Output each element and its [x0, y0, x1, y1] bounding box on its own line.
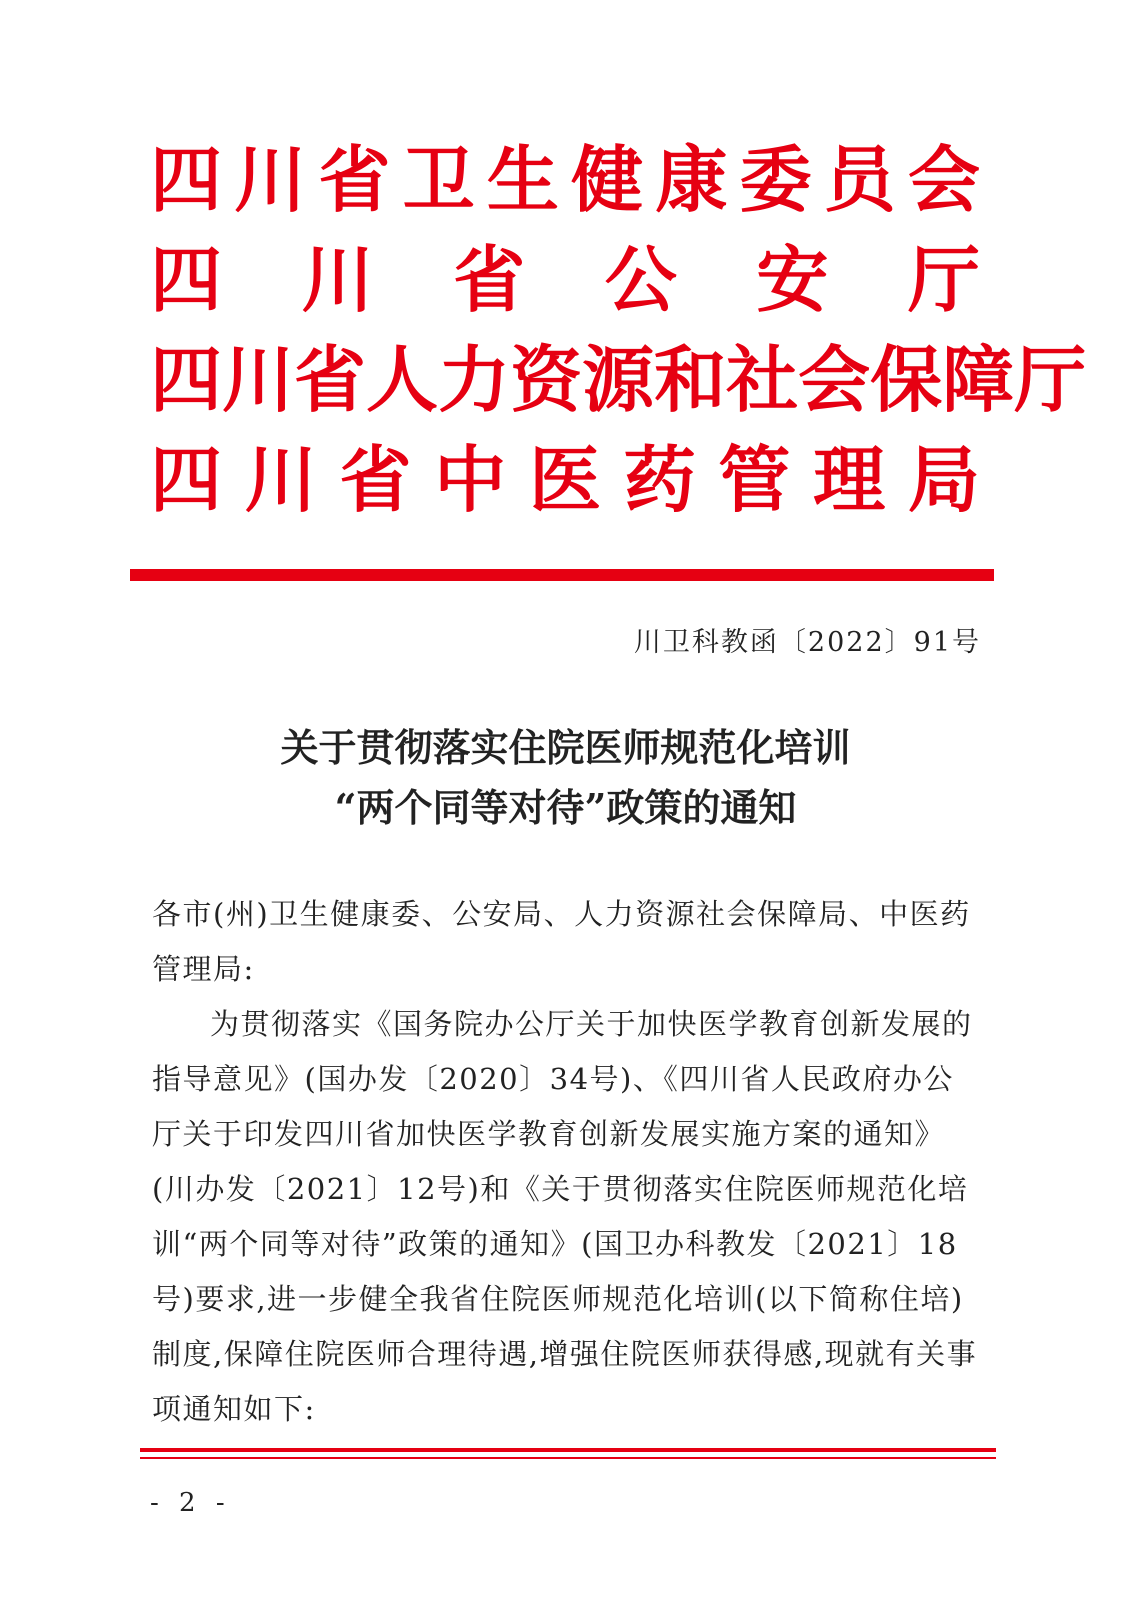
issuer-character: 人 — [366, 338, 439, 422]
issuer-character: 厅 — [907, 238, 980, 322]
issuer-character: 康 — [655, 138, 728, 222]
issuer-character: 卫 — [402, 138, 475, 222]
issuer-character: 四 — [150, 238, 223, 322]
title-line-1: 关于贯彻落实住院医师规范化培训 — [280, 725, 851, 770]
body-paragraph: 为贯彻落实《国务院办公厅关于加快医学教育创新发展的指导意见》(国办发〔2020〕34号)、《四川省人民政府办公厅关于印发四川省加快医学教育创新发展实施方案的通知》(川办发〔2021〕12号)和《关于贯彻落实住院医师规范化培训“两个同等对待”政策的通知》(国卫办科教发〔2021〕18号)要求,进一步健全我省住院医师规范化培训(以下简称住培)制度,保障住院医师合理待遇,增强住院医师获得感,现就有关事项通知如下: — [152, 1007, 978, 1426]
header-red-rule — [130, 569, 994, 581]
issuer-line-health-commission — [150, 130, 980, 230]
title-line-2: “两个同等对待”政策的通知 — [334, 785, 797, 830]
recipients-paragraph: 各市(州)卫生健康委、公安局、人力资源社会保障局、中医药管理局: — [152, 897, 971, 986]
footer-red-rule-thin — [140, 1457, 996, 1459]
issuer-line-human-resources — [150, 330, 1087, 430]
document-body — [152, 887, 982, 1437]
issuer-character: 管 — [718, 438, 791, 522]
issuer-character: 保 — [870, 338, 943, 422]
footer-red-rule-thick — [140, 1448, 996, 1452]
issuer-character: 会 — [798, 338, 871, 422]
issuer-character: 医 — [528, 438, 601, 522]
issuer-character: 川 — [234, 138, 307, 222]
issuer-character: 省 — [294, 338, 367, 422]
issuer-character: 局 — [907, 438, 980, 522]
issuer-character: 川 — [244, 438, 317, 522]
issuer-character: 四 — [150, 438, 223, 522]
issuer-character: 公 — [604, 238, 677, 322]
issuer-character: 四 — [150, 338, 223, 422]
issuer-character: 川 — [222, 338, 295, 422]
issuer-character: 委 — [739, 138, 812, 222]
issuer-character: 厅 — [1014, 338, 1087, 422]
page-number: - 2 - — [150, 1488, 231, 1518]
issuer-character: 健 — [571, 138, 644, 222]
document-title — [0, 718, 1131, 838]
issuer-line-public-security — [150, 230, 980, 330]
issuer-character: 省 — [318, 138, 391, 222]
issuer-character: 安 — [756, 238, 829, 322]
issuer-character: 省 — [339, 438, 412, 522]
issuer-character: 障 — [942, 338, 1015, 422]
issuer-character: 会 — [907, 138, 980, 222]
issuer-character: 四 — [150, 138, 223, 222]
issuer-character: 省 — [453, 238, 526, 322]
document-number: 川卫科教函〔2022〕91号 — [633, 627, 981, 658]
issuer-character: 力 — [438, 338, 511, 422]
issuer-line-tcm-bureau — [150, 430, 980, 530]
issuer-character: 员 — [823, 138, 896, 222]
issuer-character: 生 — [486, 138, 559, 222]
issuer-character: 和 — [654, 338, 727, 422]
issuer-character: 源 — [582, 338, 655, 422]
issuer-character: 药 — [623, 438, 696, 522]
issuer-header — [150, 130, 1087, 530]
issuer-character: 川 — [301, 238, 374, 322]
issuer-character: 社 — [726, 338, 799, 422]
issuer-character: 中 — [434, 438, 507, 522]
issuer-character: 资 — [510, 338, 583, 422]
issuer-character: 理 — [813, 438, 886, 522]
